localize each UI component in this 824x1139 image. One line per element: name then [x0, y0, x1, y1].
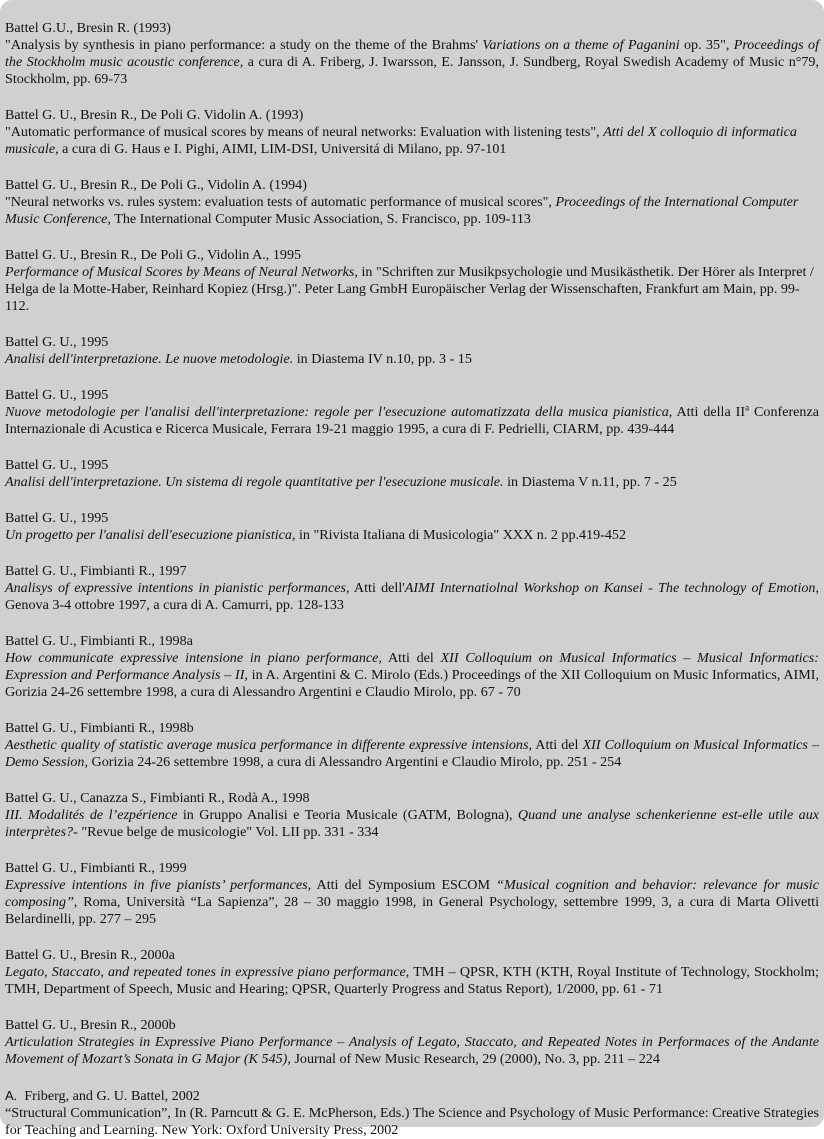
entry-citation — [5, 1105, 819, 1139]
citation-text: , Roma, Università “La Sapienza”, 28 – 30 maggio 1998, in General Psychology, settembre 1999, 3, a cura di Marta Olivetti Belardinelli, pp. 277 – 295 — [5, 894, 819, 927]
citation-title-italic: How communicate expressive intensione in piano performance, — [5, 650, 382, 666]
citation-text: Atti dell' — [349, 580, 405, 596]
citation-text: "Analysis by synthesis in piano performance: a study on the theme of the Brahms' — [5, 37, 483, 53]
entry-head-text: Battel G.U., Bresin R. (1993) — [5, 20, 171, 36]
entry-citation — [5, 264, 819, 315]
entry-head-text: Battel G. U., Fimbianti R., 1999 — [5, 860, 187, 876]
entry-head-text: Battel G. U., 1995 — [5, 334, 109, 350]
entry-authors-year — [5, 247, 819, 264]
entry-authors-year — [5, 20, 819, 37]
entry-citation — [5, 964, 819, 998]
entry-authors-year — [5, 387, 819, 404]
citation-text: , The International Computer Music Association, S. Francisco, pp. 109-113 — [107, 211, 531, 227]
bibliography-entry — [5, 334, 819, 368]
entry-citation — [5, 807, 819, 841]
citation-text: , Journal of New Music Research, 29 (2000), No. 3, pp. 211 – 224 — [287, 1051, 660, 1067]
entry-head-text: Battel G. U., 1995 — [5, 510, 109, 526]
entry-authors-year — [5, 1017, 819, 1034]
entry-head-text: Battel G. U., Bresin R., 2000a — [5, 947, 175, 963]
bibliography-entry — [5, 633, 819, 701]
citation-title-italic: Variations on a theme of Paganini — [482, 37, 680, 53]
citation-title-italic: Performance of Musical Scores by Means of Neural Networks, — [5, 264, 358, 280]
citation-text: Gorizia 24-26 settembre 1998, a cura di Alessandro Argentini e Claudio Mirolo, pp. 251 - 254 — [88, 754, 622, 770]
entry-citation — [5, 404, 819, 438]
bibliography-entry — [5, 563, 819, 614]
entry-citation — [5, 580, 819, 614]
citation-text: "Neural networks vs. rules system: evaluation tests of automatic performance of musical scores", — [5, 194, 556, 210]
citation-title-italic: Expressive intentions in five pianists’ performances, — [5, 877, 312, 893]
citation-text: in "Schriften zur Musikpsychologie und Musikästhetik. Der Hörer als Interpret / Helga de la Motte-Haber, Reinhard Kopiez (Hrsg.)". Peter Lang GmbH Europäischer Verlag der Wissenschaften, Frankfurt am Main, pp. 99-112. — [5, 264, 814, 314]
entry-head-text: Battel G. U., Bresin R., De Poli G. Vidolin A. (1993) — [5, 107, 304, 123]
entry-authors-year — [5, 790, 819, 807]
entry-authors-year — [5, 563, 819, 580]
citation-text: “Structural Communication”, In (R. Parncutt & G. E. McPherson, Eds.) The Science and Psychology of Music Performance: Creative Strategies for Teaching and Learning. New York: Oxford University Press, 2002 — [5, 1105, 819, 1138]
citation-title-italic: Articulation Strategies in Expressive Piano Performance – Analysis of Legato, Staccato, and Repeated Notes in Performaces of the Andante Movement of Mozart’s Sonata in G Major (K 545) — [5, 1034, 819, 1067]
citation-text: a — [745, 402, 750, 413]
citation-title-italic: Proceedings of the International Computer Music Conference — [5, 194, 799, 227]
citation-text: in A. Argentini & C. Mirolo (Eds.) Proceedings of the XII Colloquium on Music Informatics, AIMI, Gorizia 24-26 settembre 1998, a cura di Alessandro Argentini e Claudio Mirolo, pp. 67 - 70 — [5, 667, 820, 700]
entry-head-text: Battel G. U., Fimbianti R., 1998b — [5, 720, 194, 736]
entry-citation — [5, 194, 819, 228]
citation-text: op. 35", — [679, 37, 734, 53]
citation-text: "Automatic performance of musical scores by means of neural networks: Evaluation with listening tests", — [5, 124, 604, 140]
entry-citation — [5, 474, 819, 491]
citation-title-italic: AIMI Internatiolnal Workshop on Kansei - The technology of Emotion — [404, 580, 816, 596]
entry-citation — [5, 37, 819, 88]
citation-text: Atti del — [381, 650, 441, 666]
bibliography-entry — [5, 510, 819, 544]
citation-text: TMH – QPSR, KTH (KTH, Royal Institute of Technology, Stockholm; TMH, Department of Speech, Music and Hearing; QPSR, Quarterly Progress and Status Report), 1/2000, pp. 61 - 71 — [5, 964, 819, 997]
entry-citation — [5, 351, 819, 368]
citation-title-italic: Atti del X colloquio di informatica musicale — [5, 124, 797, 157]
bibliography-entry — [5, 387, 819, 438]
citation-text: in "Rivista Italiana di Musicologia" XXX n. 2 pp.419-452 — [295, 527, 627, 543]
entry-head-text: Battel G. U., Bresin R., De Poli G., Vidolin A. (1994) — [5, 177, 307, 193]
bibliography-entry — [5, 20, 819, 88]
entry-head-text: Battel G. U., Fimbianti R., 1997 — [5, 563, 187, 579]
bibliography-entry — [5, 107, 819, 158]
entry-head-text: Battel G. U., Bresin R., 2000b — [5, 1017, 176, 1033]
citation-title-italic: XII Colloquium on Musical Informatics – Demo Session, — [5, 737, 820, 770]
entry-authors-year — [5, 1087, 819, 1105]
entry-authors-year — [5, 720, 819, 737]
entry-authors-year — [5, 177, 819, 194]
bibliography-entry — [5, 860, 819, 928]
bibliography-entry — [5, 1087, 819, 1139]
citation-text: Atti del — [531, 737, 583, 753]
citation-text: Atti del Symposium ESCOM — [311, 877, 497, 893]
citation-text: Conferenza Internazionale di Acustica e Ricerca Musicale, Ferrara 19-21 maggio 1995, a cura di F. Pedrielli, CIARM, pp. 439-444 — [5, 404, 819, 437]
citation-text: Atti della II — [672, 404, 746, 420]
entry-citation — [5, 527, 819, 544]
entry-citation — [5, 877, 819, 928]
bibliography-entry — [5, 177, 819, 228]
entry-head-text: Friberg, and G. U. Battel, 2002 — [17, 1088, 200, 1104]
entry-citation — [5, 650, 819, 701]
citation-title-italic: Quand une analyse schenkerienne est-elle utile aux interprètes? — [5, 807, 819, 840]
citation-title-italic: Analisi dell'interpretazione. Le nuove metodologie. — [5, 351, 294, 367]
citation-text: - "Revue belge de musicologie" Vol. LII pp. 331 - 334 — [73, 824, 379, 840]
bibliography-entry — [5, 1017, 819, 1068]
citation-title-italic: Proceedings of the Stockholm music acoustic conference — [5, 37, 819, 70]
entry-authors-year — [5, 947, 819, 964]
citation-text: in Diastema V n.11, pp. 7 - 25 — [503, 474, 677, 490]
entry-citation — [5, 1034, 819, 1068]
entry-authors-year — [5, 457, 819, 474]
entry-citation — [5, 124, 819, 158]
citation-text: , a cura di A. Friberg, J. Iwarsson, E. Jansson, J. Sundberg, Royal Swedish Academy of Music n°79, Stockholm, pp. 69-73 — [5, 54, 819, 87]
bibliography-entry — [5, 457, 819, 491]
citation-text: in Diastema IV n.10, pp. 3 - 15 — [293, 351, 472, 367]
entry-authors-year — [5, 860, 819, 877]
citation-text: , a cura di G. Haus e I. Pighi, AIMI, LIM-DSI, Universitá di Milano, pp. 97-101 — [55, 141, 507, 157]
citation-title-italic: Un progetto per l'analisi dell'esecuzione pianistica, — [5, 527, 296, 543]
citation-title-italic: Nuove metodologie per l'analisi dell'interpretazione: regole per l'esecuzione automatizzata della musica pianistica, — [5, 404, 673, 420]
bibliography-entry — [5, 947, 819, 998]
entry-head-text: Battel G. U., Canazza S., Fimbianti R., Rodà A., 1998 — [5, 790, 310, 806]
entry-author-initial: A. — [5, 1088, 18, 1103]
bibliography-entry — [5, 247, 819, 315]
citation-title-italic: Analisys of expressive intentions in pianistic performances, — [5, 580, 350, 596]
citation-title-italic: Analisi dell'interpretazione. Un sistema di regole quantitative per l'esecuzione musicale. — [5, 474, 504, 490]
entry-citation — [5, 737, 819, 771]
citation-text: in Gruppo Analisi e Teoria Musicale (GATM, Bologna), — [177, 807, 518, 823]
entry-authors-year — [5, 334, 819, 351]
citation-title-italic: XII Colloquium on Musical Informatics – Musical Informatics: Expression and Performance Analysis – II, — [5, 650, 819, 683]
citation-title-italic: “Musical cognition and behavior: relevance for music composing” — [5, 877, 819, 910]
entry-authors-year — [5, 633, 819, 650]
citation-title-italic: Aesthetic quality of statistic average musica performance in differente expressive intensions, — [5, 737, 532, 753]
entry-head-text: Battel G. U., 1995 — [5, 387, 109, 403]
entry-head-text: Battel G. U., 1995 — [5, 457, 109, 473]
entry-authors-year — [5, 107, 819, 124]
citation-title-italic: III. Modalités de l’ezpérience — [5, 807, 178, 823]
citation-title-italic: Legato, Staccato, and repeated tones in expressive piano performance, — [5, 964, 410, 980]
entry-head-text: Battel G. U., Bresin R., De Poli G., Vidolin A., 1995 — [5, 247, 302, 263]
bibliography-entry — [5, 790, 819, 841]
citation-text: , Genova 3-4 ottobre 1997, a cura di A. Camurri, pp. 128-133 — [5, 580, 820, 613]
entry-head-text: Battel G. U., Fimbianti R., 1998a — [5, 633, 193, 649]
entry-authors-year — [5, 510, 819, 527]
bibliography-entry — [5, 720, 819, 771]
